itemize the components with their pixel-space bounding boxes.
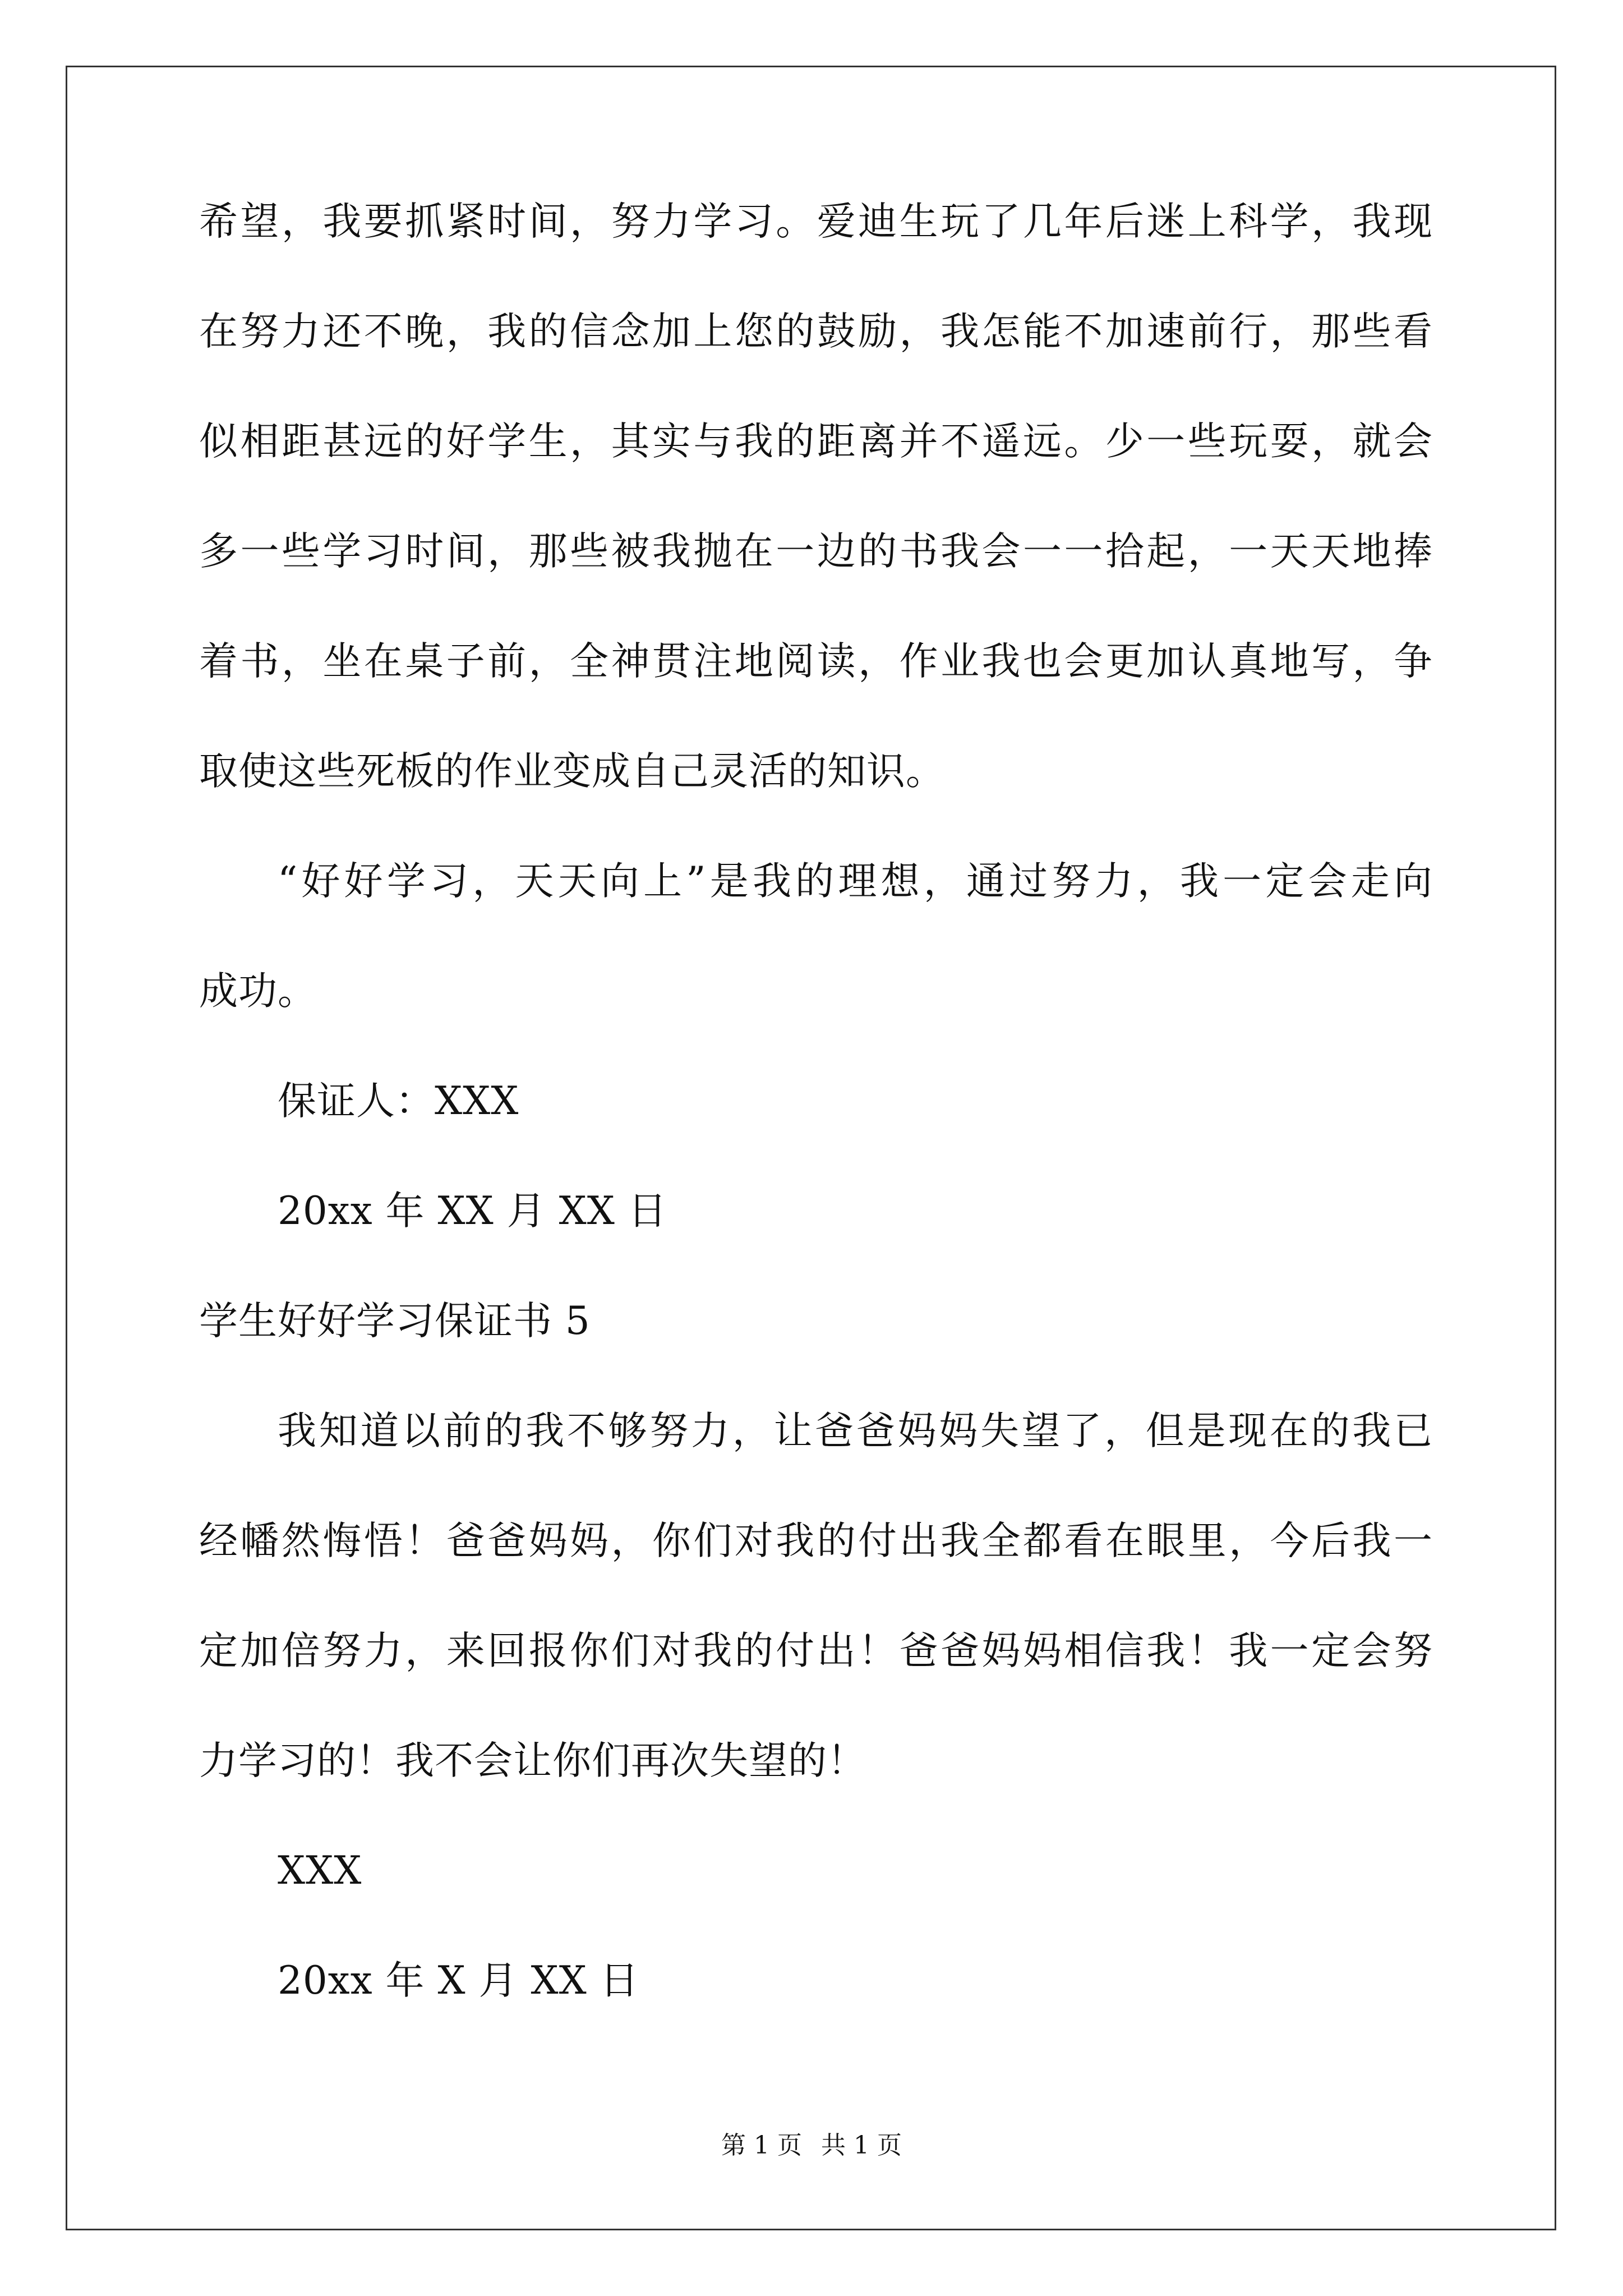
- page-number-total: 共 1 页: [821, 2131, 902, 2160]
- page-footer: [0, 2129, 1623, 2162]
- paragraph-line: 在努力还不晚，我的信念加上您的鼓励，我怎能不加速前行，那些看: [199, 309, 1433, 354]
- section-title: 学生好好学习保证书 5: [199, 1299, 591, 1343]
- paragraph-line: 定加倍努力，来回报你们对我的付出！爸爸妈妈相信我！我一定会努: [199, 1628, 1433, 1673]
- paragraph-line: 着书，坐在桌子前，全神贯注地阅读，作业我也会更加认真地写，争: [199, 639, 1433, 684]
- paragraph-line: 经幡然悔悟！爸爸妈妈，你们对我的付出我全都看在眼里，今后我一: [199, 1519, 1433, 1563]
- paragraph-line: 似相距甚远的好学生，其实与我的距离并不遥远。少一些玩耍，就会: [199, 419, 1433, 464]
- paragraph-line: 多一些学习时间，那些被我抛在一边的书我会一一拾起，一天天地捧: [199, 529, 1433, 574]
- paragraph-line: 取使这些死板的作业变成自己灵活的知识。: [199, 749, 945, 794]
- page-number-current: 第 1 页: [721, 2131, 802, 2160]
- signature-guarantor: 保证人：XXX: [278, 1079, 519, 1124]
- paragraph-line: 力学习的！我不会让你们再次失望的！: [199, 1738, 866, 1783]
- date-line: 20xx 年 X 月 XX 日: [278, 1958, 639, 2003]
- signature-name: XXX: [278, 1848, 362, 1893]
- paragraph-line: “好好学习，天天向上”是我的理想，通过努力，我一定会走向: [278, 859, 1433, 904]
- paragraph-line: 希望，我要抓紧时间，努力学习。爱迪生玩了几年后迷上科学，我现: [199, 199, 1433, 244]
- date-line: 20xx 年 XX 月 XX 日: [278, 1189, 667, 1234]
- paragraph-line: 我知道以前的我不够努力，让爸爸妈妈失望了，但是现在的我已: [278, 1409, 1433, 1453]
- paragraph-line: 成功。: [199, 969, 317, 1014]
- page-border: [66, 66, 1556, 2230]
